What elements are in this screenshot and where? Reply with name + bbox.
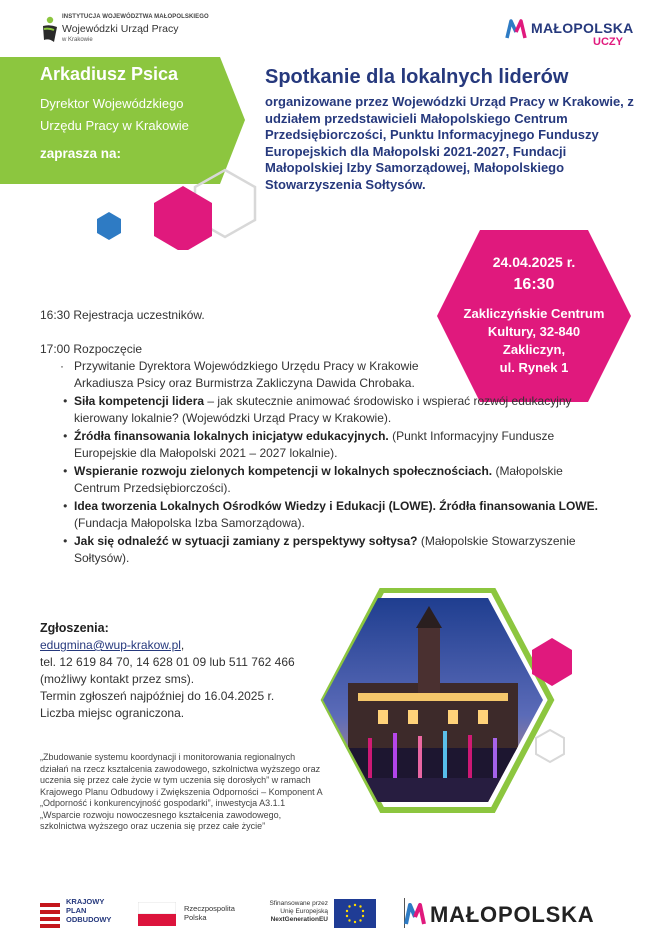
eu-line2: Unię Europejską — [280, 908, 328, 915]
wup-name: Wojewódzki Urząd Pracy — [62, 23, 179, 35]
agenda-item-desc: – jak skutecznie animować środowisko i wspierać rozwój edukacyjny kierowany lokalnie? (Wojewódzki Urząd Pracy w Krakowie). — [74, 394, 572, 425]
blue-hexagon — [97, 212, 121, 240]
malopolska-footer-m-icon — [404, 902, 426, 926]
wup-emblem-icon — [40, 14, 62, 44]
eu-line3: NextGenerationEU — [270, 916, 328, 923]
registration-deadline: Termin zgłoszeń najpóźniej do 16.04.2025 r. — [40, 689, 275, 703]
page-subtitle: organizowane przez Wojewódzki Urząd Pracy w Krakowie, z udziałem przedstawicieli Małopolskiego Centrum Przedsiębiorczości, Punktu Informacyjnego Funduszy Europejskich dla Małopolski 2021-2027, Fundacji Małopolskiej Izby Samorządowej, Małopolskiego Stowarzyszenia Sołtysów. — [265, 94, 634, 192]
wup-institution-label: INSTYTUCJA WOJEWÓDZTWA MAŁOPOLSKIEGO — [62, 14, 209, 20]
registration-label: Zgłoszenia: — [40, 621, 109, 635]
magenta-hexagon — [154, 186, 212, 250]
event-place-line1: Zakliczyńskie Centrum — [463, 306, 605, 321]
agenda-item-title: Jak się odnaleźć w sytuacji zamiany z perspektywy sołtysa? — [74, 534, 418, 548]
kpo-emblem-icon — [38, 899, 62, 929]
event-place-line4: ul. Rynek 1 — [499, 360, 569, 375]
agenda-item — [74, 463, 600, 497]
event-place-line3: Zakliczyn, — [502, 342, 566, 357]
agenda-item-title: Wspieranie rozwoju zielonych kompetencji w lokalnych społecznościach. — [74, 464, 493, 478]
polish-flag-icon — [138, 902, 176, 926]
agenda-item-title: Źródła finansowania lokalnych inicjatyw edukacyjnych. — [74, 429, 389, 443]
agenda-item-title: Siła kompetencji lidera — [74, 394, 205, 408]
rzeczpospolita-label — [184, 904, 235, 922]
kpo-line1: KRAJOWY — [66, 897, 105, 906]
host-role-line2: Urzędu Pracy w Krakowie — [40, 118, 189, 133]
town-hall-photo-hexagon — [318, 588, 576, 820]
email-suffix: , — [180, 638, 185, 652]
agenda-item-desc: (Punkt Informacyjny Fundusze Europejskie dla Małopolski 2021 – 2027 lokalnie). — [74, 429, 555, 460]
agenda-item — [74, 533, 600, 567]
contact-phone: tel. 12 619 84 70, 14 628 01 09 lub 511 762 466 — [40, 655, 295, 669]
rp-line2: Polska — [184, 913, 207, 922]
event-date: 24.04.2025 r. — [492, 254, 576, 270]
funding-quote: „Zbudowanie systemu koordynacji i monitorowania regionalnych działań na rzecz kształcenia zawodowego, szkolnictwa wyższego oraz uczenia się przez całe życie w tym uczenia się dorosłych” w ramach Krajowego Planu Odbudowy i Zwiększenia Odporności – Komponent A „Odporność i konkurencyjność gospodarki”, inwestycja A3.1.1 „Wsparcie rozwoju nowoczesnego kształcenia zawodowego, szkolnictwa wyższego oraz uczenia się przez całe życie” — [40, 752, 323, 831]
registration-contact — [40, 620, 340, 722]
host-role-line1: Dyrektor Wojewódzkiego — [40, 96, 184, 111]
host-name: Arkadiusz Psica — [40, 64, 179, 84]
contact-email-link[interactable]: edugmina@wup-krakow.pl — [40, 638, 181, 652]
malopolska-m-icon — [505, 18, 527, 40]
wup-city: w Krakowie — [62, 37, 93, 43]
wup-logo — [40, 14, 240, 48]
agenda-item-desc: (Małopolskie Stowarzyszenie Sołtysów). — [74, 534, 576, 565]
page-title: Spotkanie dla lokalnych liderów — [265, 66, 569, 88]
invites-label: zaprasza na: — [40, 146, 122, 161]
event-time: 16:30 — [513, 276, 555, 293]
agenda-item — [74, 428, 600, 462]
agenda-welcome: · Przywitanie Dyrektora Wojewódzkiego Urzędu Pracy w Krakowie Arkadiusza Psicy oraz Burmistrza Zakliczyna Dawida Chrobaka. — [74, 358, 434, 392]
agenda-start: 17:00 Rozpoczęcie — [40, 342, 143, 356]
agenda-item-desc: (Fundacja Małopolska Izba Samorządowa). — [74, 516, 305, 530]
agenda — [40, 307, 600, 568]
eu-line1: Sfinansowane przez — [269, 900, 328, 907]
eu-flag-icon — [334, 899, 376, 928]
kpo-line3: ODBUDOWY — [66, 915, 112, 924]
eu-funding-label — [258, 900, 328, 924]
event-place-line2: Kultury, 32-840 — [487, 324, 581, 339]
agenda-item — [74, 498, 600, 532]
agenda-item — [74, 393, 600, 427]
malopolska-name: MAŁOPOLSKA — [531, 20, 634, 36]
malopolska-uczy-logo — [505, 16, 635, 52]
agenda-registration: 16:30 Rejestracja uczestników. — [40, 308, 205, 322]
agenda-item-desc: (Małopolskie Centrum Przedsiębiorczości). — [74, 464, 563, 495]
contact-sms: (możliwy kontakt przez sms). — [40, 672, 195, 686]
uczy-label: UCZY — [593, 36, 623, 48]
kpo-line2: PLAN — [66, 906, 87, 915]
limited-places: Liczba miejsc ograniczona. — [40, 706, 185, 720]
rp-line1: Rzeczpospolita — [184, 904, 235, 913]
malopolska-footer-name: MAŁOPOLSKA — [430, 902, 595, 927]
agenda-item-title: Idea tworzenia Lokalnych Ośrodków Wiedzy i Edukacji (LOWE). Źródła finansowania LOWE. — [74, 499, 598, 513]
